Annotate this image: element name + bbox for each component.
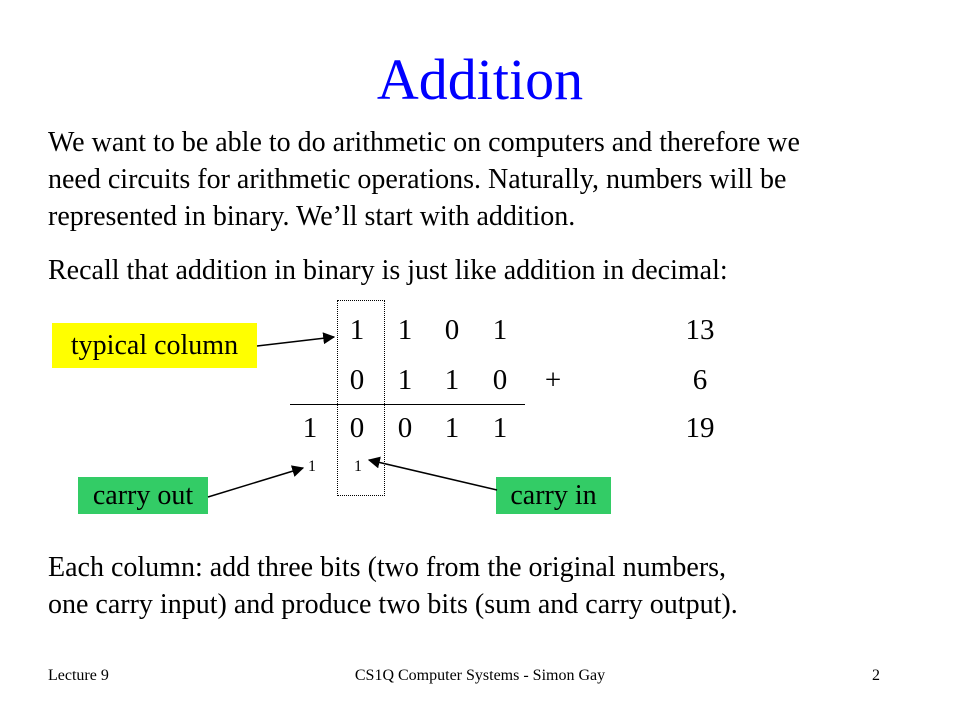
carry-in-arrow xyxy=(369,460,497,490)
typical-column-text: typical column xyxy=(70,329,239,361)
decimal-value: 19 xyxy=(685,412,715,444)
typical-column-label xyxy=(52,323,257,368)
footer-page-number: 2 xyxy=(872,667,880,684)
result-digit: 1 xyxy=(302,412,318,444)
row1-digit: 1 xyxy=(492,314,508,346)
row2-digit: 0 xyxy=(349,364,365,396)
carry-in-label xyxy=(496,477,611,514)
decimal-value: 6 xyxy=(692,364,708,396)
summary-line-2: one carry input) and produce two bits (sum and carry output). xyxy=(48,589,738,620)
decimal-value: 13 xyxy=(685,314,715,346)
footer-course: CS1Q Computer Systems - Simon Gay xyxy=(354,667,606,684)
row1-digit: 1 xyxy=(349,314,365,346)
result-digit: 1 xyxy=(492,412,508,444)
sum-line xyxy=(290,404,525,405)
row1-digit: 0 xyxy=(444,314,460,346)
result-digit: 1 xyxy=(444,412,460,444)
row2-digit: 1 xyxy=(397,364,413,396)
typical-column-arrow xyxy=(257,337,334,346)
intro-line-2: need circuits for arithmetic operations. Naturally, numbers will be xyxy=(48,164,787,195)
carry-out-text: carry out xyxy=(92,479,194,511)
result-digit: 0 xyxy=(397,412,413,444)
recall-text: Recall that addition in binary is just like addition in decimal: xyxy=(48,255,728,286)
row1-digit: 1 xyxy=(397,314,413,346)
plus-operator: + xyxy=(544,364,562,396)
carry-out-label xyxy=(78,477,208,514)
footer-lecture: Lecture 9 xyxy=(48,667,109,684)
carry-in-text: carry in xyxy=(510,479,597,511)
intro-line-3: represented in binary. We’ll start with addition. xyxy=(48,201,576,232)
carry-digit: 1 xyxy=(354,458,362,475)
slide-title: Addition xyxy=(376,47,584,112)
carry-digit: 1 xyxy=(308,458,316,475)
intro-line-1: We want to be able to do arithmetic on computers and therefore we xyxy=(48,127,800,158)
result-digit: 0 xyxy=(349,412,365,444)
summary-line-1: Each column: add three bits (two from the original numbers, xyxy=(48,552,727,583)
row2-digit: 0 xyxy=(492,364,508,396)
carry-out-arrow xyxy=(208,468,303,497)
row2-digit: 1 xyxy=(444,364,460,396)
